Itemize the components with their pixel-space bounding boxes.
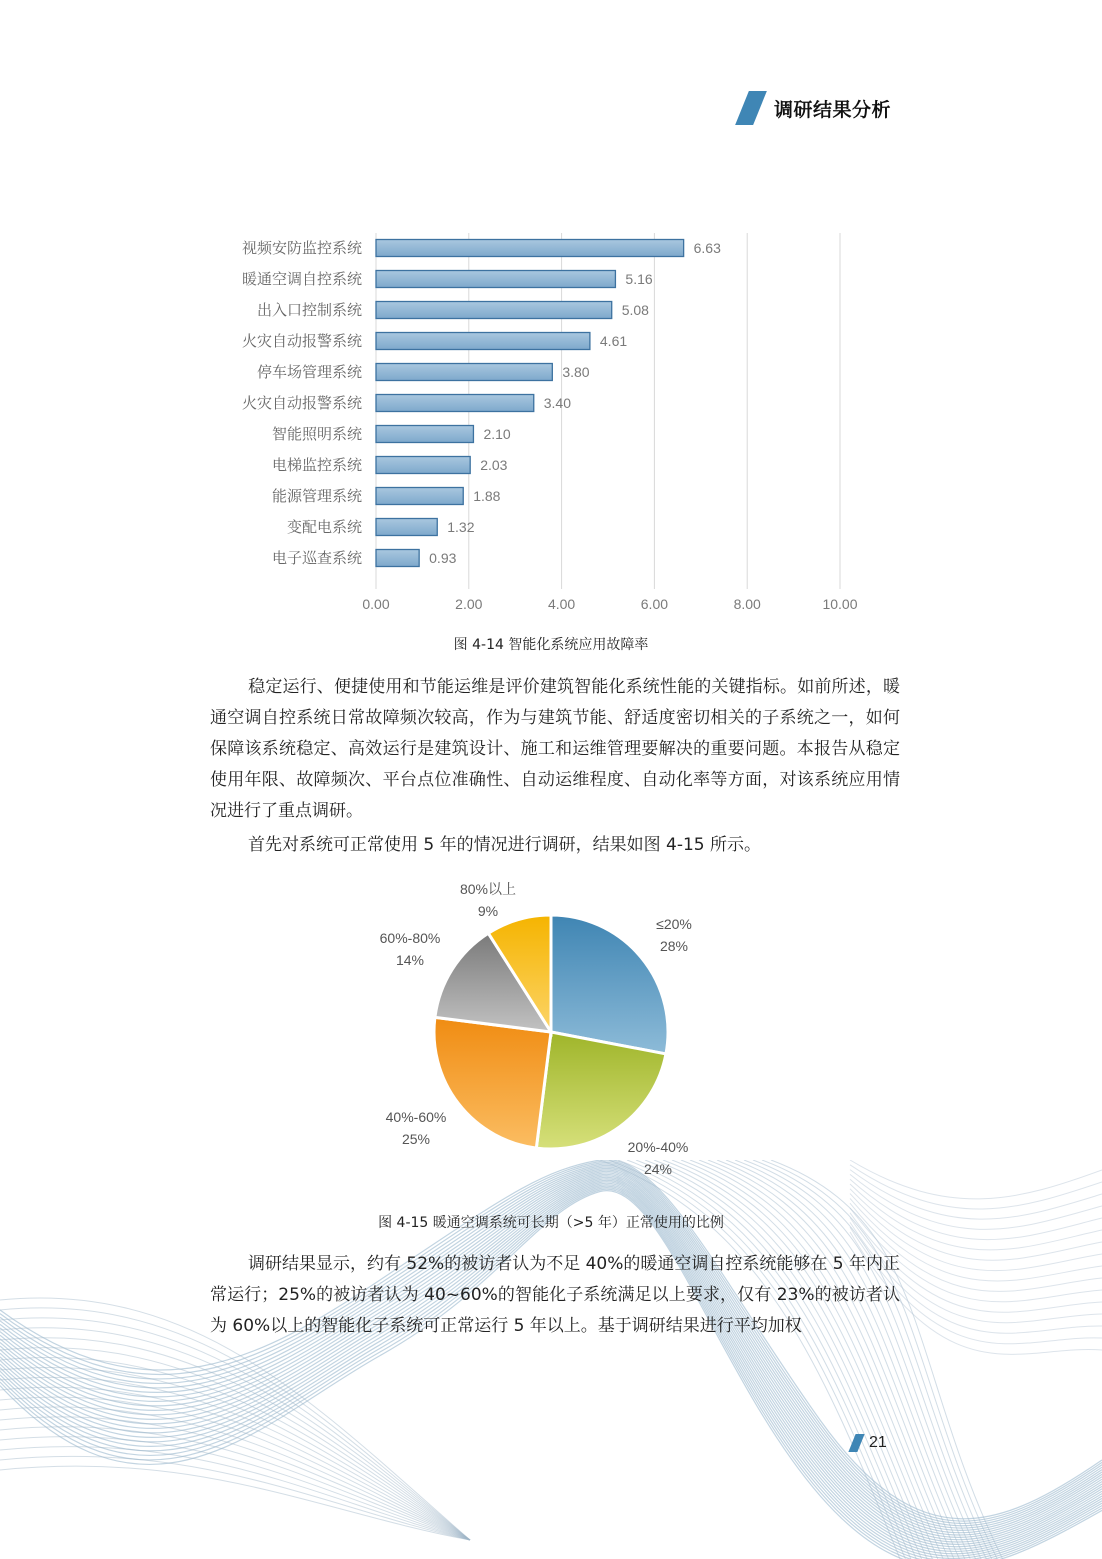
category-label: 视频安防监控系统	[241, 239, 362, 257]
bar-value-label: 0.93	[429, 550, 457, 566]
bar-value-label: 2.03	[480, 457, 508, 473]
bar-value-label: 3.80	[562, 364, 590, 380]
bar-value-label: 2.10	[483, 426, 511, 442]
bar-value-label: 5.08	[621, 302, 649, 318]
body-paragraph-2-text: 首先对系统可正常使用 5 年的情况进行调研，结果如图 4-15 所示。	[248, 835, 762, 855]
bar	[376, 333, 590, 350]
category-label: 停车场管理系统	[256, 363, 362, 381]
figure-caption-4-14: 图 4-14 智能化系统应用故障率	[453, 637, 649, 653]
bar	[376, 302, 612, 319]
section-header	[742, 90, 891, 126]
bar-value-label: 4.61	[599, 333, 628, 349]
bar	[376, 457, 470, 474]
wave-line	[0, 1182, 1102, 1554]
pie-slice-percent-label: 14%	[395, 952, 425, 968]
bar	[376, 426, 473, 443]
wave-line	[850, 1160, 1102, 1199]
bar	[376, 364, 552, 381]
wave-line	[0, 1456, 470, 1540]
bar	[376, 488, 463, 505]
pie-slice	[536, 1032, 666, 1149]
pie-slice-category-label: 80%以上	[459, 881, 517, 897]
body-paragraph-2	[210, 830, 900, 861]
category-label: 电梯监控系统	[271, 456, 362, 474]
category-label: 变配电系统	[286, 518, 362, 536]
body-paragraph-3-text: 调研结果显示，约有 52%的被访者认为不足 40%的暖通空调自控系统能够在 5 年内正常运行；25%的被访者认为 40~60%的智能化子系统满足以上要求，仅有 23%的被访者认为 60%以上的智能化子系统可正常运行 5 年以上。基于调研结果进行平均加权	[210, 1254, 900, 1336]
bar	[376, 519, 437, 536]
bar-value-label: 3.40	[543, 395, 572, 411]
pie-chart-canvas	[370, 870, 730, 1190]
section-title: 调研结果分析	[774, 98, 892, 121]
bar-value-label: 1.32	[447, 519, 475, 535]
bar	[376, 550, 419, 567]
pie-slice-category-label: ≤20%	[656, 916, 692, 932]
bar-value-label: 5.16	[625, 271, 653, 287]
body-paragraph-3	[210, 1249, 900, 1342]
body-paragraph-1	[210, 672, 900, 827]
wave-line	[0, 1186, 1102, 1559]
bar	[376, 395, 534, 412]
pie-slice-category-label: 20%-40%	[627, 1139, 689, 1155]
wave-line	[0, 1180, 1102, 1551]
pie-slice-percent-label: 24%	[643, 1161, 673, 1177]
wave-line	[0, 1358, 470, 1540]
category-label: 智能照明系统	[271, 425, 362, 443]
pie-slice-percent-label: 25%	[401, 1131, 431, 1147]
category-label: 火灾自动报警系统	[241, 332, 362, 350]
pie-slice-percent-label: 9%	[477, 903, 499, 919]
bar-chart-canvas	[200, 225, 900, 615]
category-label: 火灾自动报警系统	[241, 394, 362, 412]
bar	[376, 271, 615, 288]
category-label: 电子巡查系统	[271, 549, 362, 567]
page-number	[852, 1434, 887, 1452]
figure-caption-4-15: 图 4-15 暖通空调系统可长期（>5 年）正常使用的比例	[378, 1215, 724, 1231]
bar	[376, 240, 684, 257]
x-axis-tick-label: 6.00	[640, 596, 669, 612]
x-axis-tick-label: 8.00	[733, 596, 761, 612]
header-accent-bar	[735, 91, 767, 125]
pie-slice	[434, 1017, 551, 1148]
category-label: 出入口控制系统	[256, 301, 362, 319]
body-paragraph-1-text: 稳定运行、便捷使用和节能运维是评价建筑智能化系统性能的关键指标。如前所述，暖通空调自控系统日常故障频次较高，作为与建筑节能、舒适度密切相关的子系统之一，如何保障该系统稳定、高效运行是建筑设计、施工和运维管理要解决的重要问题。本报告从稳定使用年限、故障频次、平台点位准确性、自动运维程度、自动化率等方面，对该系统应用情况进行了重点调研。	[210, 677, 900, 821]
x-axis-tick-label: 4.00	[547, 596, 576, 612]
x-axis-tick-label: 0.00	[362, 596, 390, 612]
pie-slice-percent-label: 28%	[659, 938, 689, 954]
bar-value-label: 6.63	[693, 240, 721, 256]
category-label: 能源管理系统	[271, 487, 362, 505]
pie-slice	[551, 915, 668, 1054]
wave-line	[0, 1367, 470, 1540]
wave-line	[850, 1165, 1102, 1209]
pie-slice-category-label: 60%-80%	[379, 930, 441, 946]
x-axis-tick-label: 10.00	[822, 596, 858, 612]
wave-line	[0, 1177, 1102, 1546]
pie-chart-hvac-lifetime	[370, 870, 730, 1190]
page-number-text: 21	[869, 1434, 887, 1451]
category-label: 暖通空调自控系统	[241, 270, 362, 288]
pie-slice-category-label: 40%-60%	[385, 1109, 447, 1125]
x-axis-tick-label: 2.00	[455, 596, 483, 612]
wave-line	[0, 1446, 470, 1540]
bar-chart-fault-rate	[200, 225, 900, 615]
bar-value-label: 1.88	[473, 488, 501, 504]
